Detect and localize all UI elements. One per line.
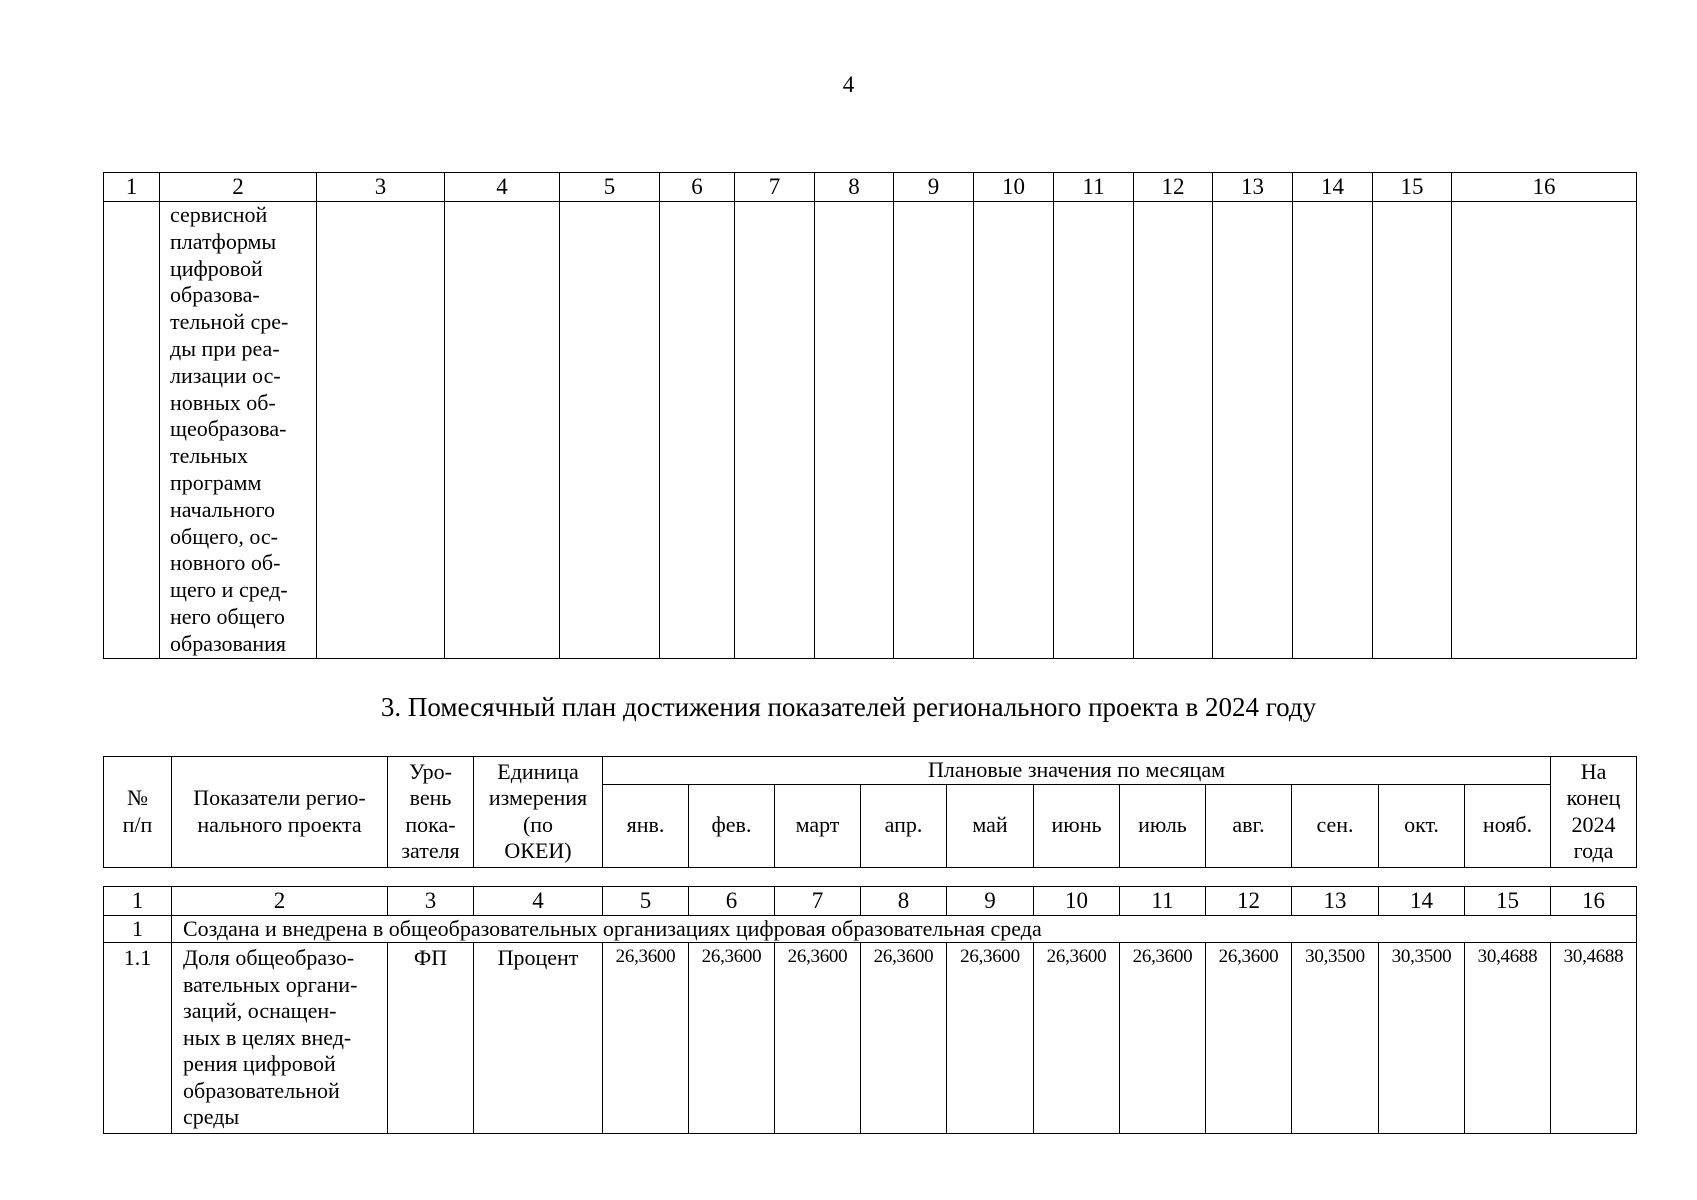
empty-cell xyxy=(445,202,560,659)
header-text-line: зателя xyxy=(401,838,460,864)
header-month: март xyxy=(775,784,861,867)
continuation-row xyxy=(104,202,1637,659)
header-month: июль xyxy=(1120,784,1206,867)
header-month: май xyxy=(947,784,1034,867)
continuation-table xyxy=(103,172,1637,659)
header-text-line: Уро- xyxy=(409,758,452,784)
header-text-line: года xyxy=(1573,838,1614,864)
value-aug: 26,3600 xyxy=(1206,943,1292,1134)
indicator-name xyxy=(172,943,388,1134)
column-number-row xyxy=(104,173,1637,202)
col-number: 16 xyxy=(1452,173,1637,202)
text-line: ных в целях внед- xyxy=(183,1024,352,1050)
text-line: образования xyxy=(170,630,287,656)
value-year-end: 30,4688 xyxy=(1551,943,1637,1134)
text-line: ды при реа- xyxy=(170,335,280,361)
col-number: 1 xyxy=(104,887,172,916)
section-title: 3. Помесячный план достижения показателей регионального проекта в 2024 году xyxy=(380,692,1317,722)
goal-row xyxy=(104,916,1637,943)
value-may: 26,3600 xyxy=(947,943,1034,1134)
empty-cell xyxy=(974,202,1054,659)
header-text-line: измерения xyxy=(488,785,588,811)
empty-cell xyxy=(815,202,894,659)
empty-cell xyxy=(1293,202,1373,659)
col-number: 10 xyxy=(1034,887,1120,916)
col-number: 9 xyxy=(894,173,974,202)
value-jun: 26,3600 xyxy=(1034,943,1120,1134)
text-line: щеобразова- xyxy=(170,416,287,442)
header-month: фев. xyxy=(689,784,775,867)
empty-cell xyxy=(735,202,815,659)
header-text-line: (по xyxy=(522,811,554,837)
col-number: 4 xyxy=(445,173,560,202)
text-line: рения цифровой xyxy=(183,1051,336,1076)
text-line: среды xyxy=(183,1104,240,1129)
text-line: заций, оснащен- xyxy=(183,998,337,1023)
value-sep: 30,3500 xyxy=(1292,943,1379,1134)
col-number: 4 xyxy=(474,887,603,916)
col-number: 14 xyxy=(1293,173,1373,202)
empty-cell xyxy=(894,202,974,659)
header-year-end xyxy=(1551,757,1637,868)
col-number: 11 xyxy=(1054,173,1134,202)
goal-num: 1 xyxy=(104,916,172,943)
header-text-line: На xyxy=(1580,758,1607,784)
col-number: 7 xyxy=(735,173,815,202)
text-line: цифровой xyxy=(170,255,263,281)
empty-cell xyxy=(1452,202,1637,659)
header-month: авг. xyxy=(1206,784,1292,867)
header-month: апр. xyxy=(861,784,947,867)
text-line: программ xyxy=(170,469,262,495)
text-line: сервисной xyxy=(170,202,268,227)
col-number: 3 xyxy=(317,173,445,202)
col-number: 8 xyxy=(815,173,894,202)
column-number-row xyxy=(104,887,1637,916)
col-number: 9 xyxy=(947,887,1034,916)
header-text-line: ОКЕИ) xyxy=(504,838,572,864)
text-line: вательных органи- xyxy=(183,971,358,997)
header-num xyxy=(104,757,172,868)
empty-cell xyxy=(560,202,660,659)
indicator-row xyxy=(104,943,1637,1134)
text-line: тельной сре- xyxy=(170,309,289,335)
header-month: окт. xyxy=(1379,784,1465,867)
col-number: 10 xyxy=(974,173,1054,202)
text-line: новных об- xyxy=(170,389,276,415)
text-line: начального xyxy=(170,496,275,522)
page-number: 4 xyxy=(842,72,855,97)
empty-cell xyxy=(1134,202,1213,659)
col-number: 13 xyxy=(1292,887,1379,916)
header-month: янв. xyxy=(603,784,689,867)
col-number: 16 xyxy=(1551,887,1637,916)
value-jul: 26,3600 xyxy=(1120,943,1206,1134)
empty-cell xyxy=(104,202,160,659)
value-oct: 30,3500 xyxy=(1379,943,1465,1134)
header-text-line: 2024 xyxy=(1571,811,1616,837)
value-jan: 26,3600 xyxy=(603,943,689,1134)
col-number: 12 xyxy=(1134,173,1213,202)
empty-cell xyxy=(1373,202,1452,659)
col-number: 2 xyxy=(172,887,388,916)
header-month: июнь xyxy=(1034,784,1120,867)
text-line: образовательной xyxy=(183,1077,340,1103)
header-level xyxy=(388,757,474,868)
header-text-line: Показатели регио- xyxy=(193,785,366,811)
col-number: 8 xyxy=(861,887,947,916)
col-number: 7 xyxy=(775,887,861,916)
header-months-title: Плановые значения по месяцам xyxy=(603,757,1551,785)
header-text-line: Единица xyxy=(497,758,579,784)
value-feb: 26,3600 xyxy=(689,943,775,1134)
text-line: лизации ос- xyxy=(170,362,281,388)
value-nov: 30,4688 xyxy=(1465,943,1551,1134)
text-line: Доля общеобразо- xyxy=(183,945,355,970)
col-number: 14 xyxy=(1379,887,1465,916)
header-text-line: вень xyxy=(409,785,452,811)
indicator-level: ФП xyxy=(388,943,474,1134)
header-text-line: конец xyxy=(1566,785,1621,811)
col-number: 2 xyxy=(160,173,317,202)
empty-cell xyxy=(1213,202,1293,659)
header-text-line: п/п xyxy=(122,811,153,837)
empty-cell xyxy=(317,202,445,659)
value-apr: 26,3600 xyxy=(861,943,947,1134)
header-indicator xyxy=(172,757,388,868)
col-number: 11 xyxy=(1120,887,1206,916)
text-line: общего, ос- xyxy=(170,523,279,549)
col-number: 12 xyxy=(1206,887,1292,916)
header-month: нояб. xyxy=(1465,784,1551,867)
col-number: 15 xyxy=(1373,173,1452,202)
monthly-plan-table xyxy=(103,886,1637,1134)
empty-cell xyxy=(1054,202,1134,659)
text-line: образова- xyxy=(170,282,260,308)
indicator-unit: Процент xyxy=(474,943,603,1134)
empty-cell xyxy=(660,202,735,659)
col-number: 3 xyxy=(388,887,474,916)
header-unit xyxy=(474,757,603,868)
text-line: тельных xyxy=(170,443,248,469)
header-text-line: пока- xyxy=(405,811,456,837)
col-number: 13 xyxy=(1213,173,1293,202)
text-line: него общего xyxy=(170,603,285,629)
col-number: 5 xyxy=(603,887,689,916)
header-text-line: № xyxy=(127,785,148,811)
text-line: новного об- xyxy=(170,550,281,576)
col-number: 6 xyxy=(660,173,735,202)
monthly-plan-header-table xyxy=(103,756,1637,868)
col-number: 6 xyxy=(689,887,775,916)
header-month: сен. xyxy=(1292,784,1379,867)
continuation-text-cell xyxy=(160,202,317,659)
text-line: щего и сред- xyxy=(170,577,288,603)
indicator-num: 1.1 xyxy=(104,943,172,1134)
col-number: 15 xyxy=(1465,887,1551,916)
col-number: 5 xyxy=(560,173,660,202)
col-number: 1 xyxy=(104,173,160,202)
header-text-line: нального проекта xyxy=(197,811,362,837)
text-line: платформы xyxy=(170,228,277,254)
goal-text: Создана и внедрена в общеобразовательных организациях цифровая образовательная среда xyxy=(172,916,1637,943)
value-mar: 26,3600 xyxy=(775,943,861,1134)
